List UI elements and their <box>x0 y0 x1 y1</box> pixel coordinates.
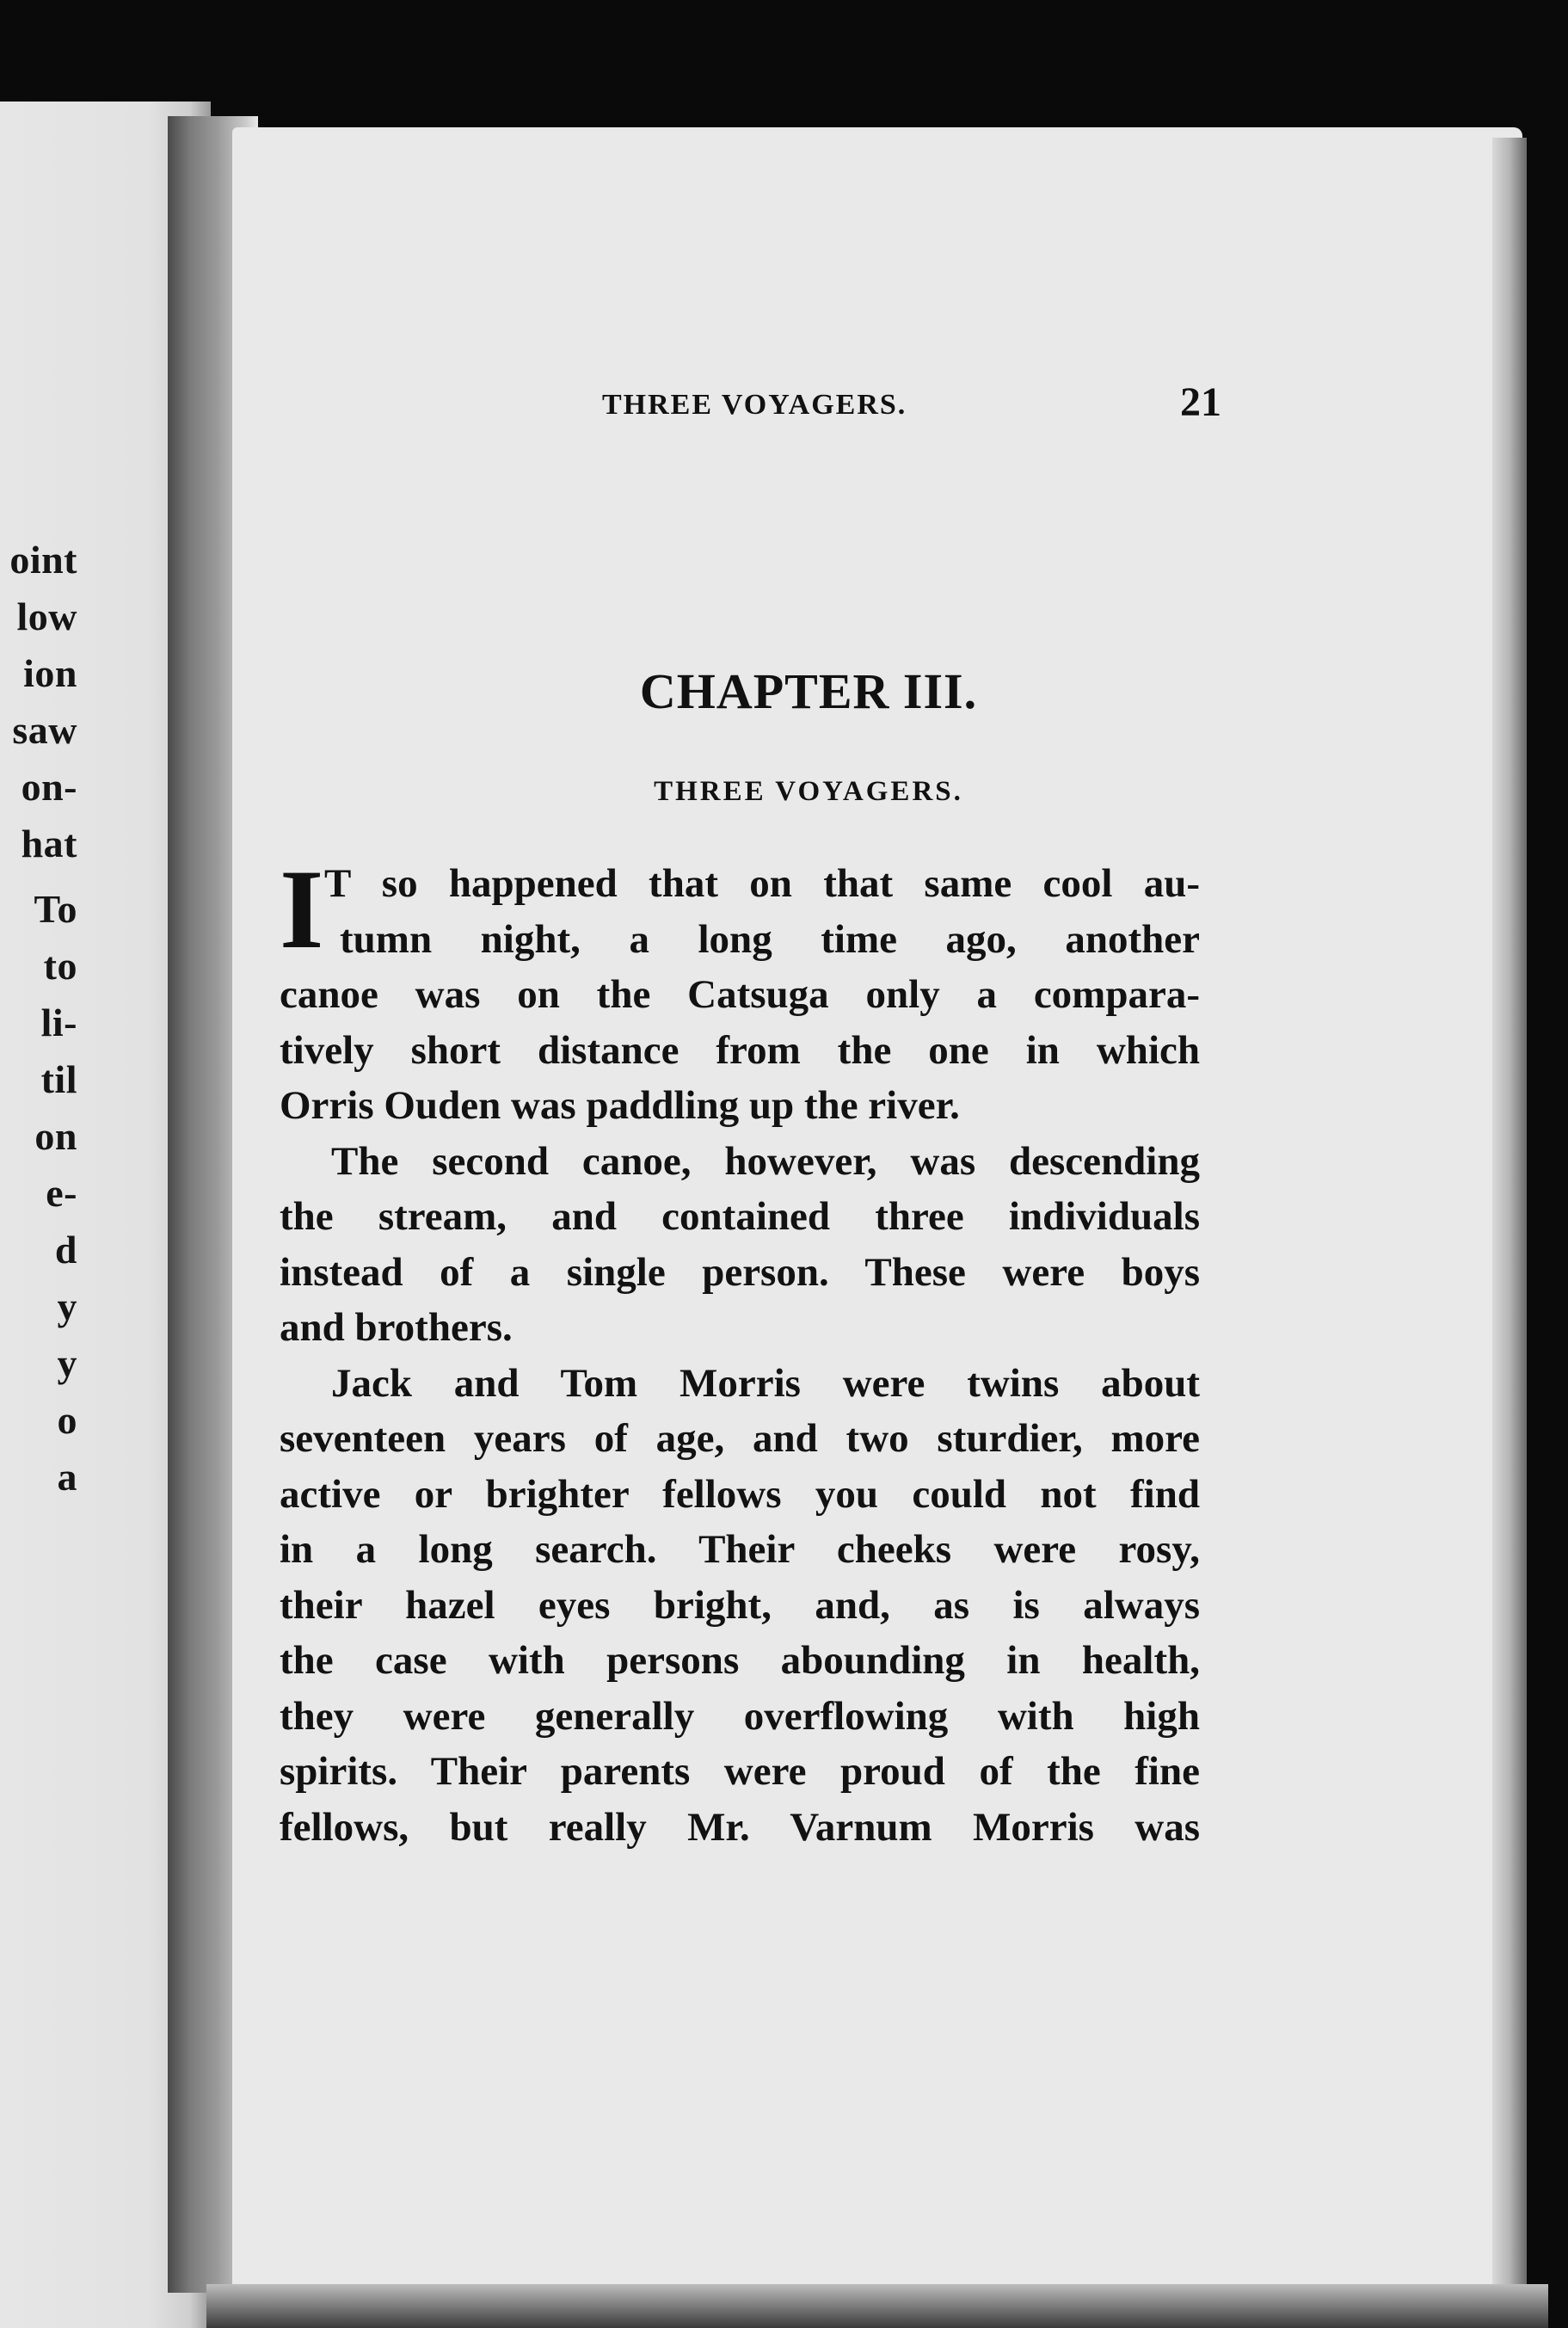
text-fragment: a <box>57 1455 77 1499</box>
text-line: tively short distance from the one in which <box>280 1027 1200 1073</box>
drop-cap: I <box>280 846 324 972</box>
text-fragment: hat <box>21 822 77 865</box>
text-line: Orris Ouden was paddling up the river. <box>280 1083 960 1128</box>
text-fragment: low <box>16 594 77 638</box>
text-line: instead of a single person. These were boys <box>280 1249 1200 1295</box>
text-line: spirits. Their parents were proud of the fine <box>280 1749 1200 1794</box>
previous-page-text <box>0 532 77 1506</box>
text-fragment: on- <box>21 765 77 809</box>
text-line: active or brighter fellows you could not find <box>280 1471 1200 1517</box>
paragraph <box>280 1356 1200 1856</box>
text-fragment: to <box>43 944 77 988</box>
running-head <box>602 379 1221 430</box>
text-line: The second canoe, however, was descending <box>331 1138 1200 1184</box>
text-line: the case with persons abounding in health, <box>280 1638 1200 1683</box>
text-fragment: oint <box>9 538 77 582</box>
page-edge-shadow <box>1492 138 1527 2288</box>
text-fragment: saw <box>12 708 77 752</box>
text-fragment: e- <box>46 1171 77 1215</box>
text-line: the stream, and contained three individuals <box>280 1194 1200 1239</box>
text-line: canoe was on the Catsuga only a compara- <box>280 972 1200 1017</box>
paragraph <box>280 846 1200 1134</box>
running-title: THREE VOYAGERS. <box>602 389 907 421</box>
text-line: they were generally overflowing with high <box>280 1693 1200 1739</box>
text-fragment: y <box>57 1341 77 1385</box>
text-fragment: d <box>54 1228 77 1272</box>
text-fragment: til <box>40 1057 77 1101</box>
chapter-title: CHAPTER III. <box>639 663 978 719</box>
text-line: fellows, but really Mr. Varnum Morris was <box>280 1804 1200 1850</box>
text-fragment: y <box>57 1284 77 1328</box>
text-line: seventeen years of age, and two sturdier, more <box>280 1416 1200 1461</box>
text-fragment: o <box>57 1398 77 1442</box>
text-fragment: on <box>34 1114 77 1158</box>
text-line: Jack and Tom Morris were twins about <box>331 1360 1200 1406</box>
paragraph <box>280 1134 1200 1356</box>
text-line: in a long search. Their cheeks were rosy, <box>280 1527 1200 1572</box>
text-fragment: To <box>34 887 77 931</box>
text-fragment: ion <box>23 651 77 695</box>
text-line: and brothers. <box>280 1305 513 1350</box>
text-fragment: li- <box>40 1001 77 1044</box>
chapter-subtitle: THREE VOYAGERS. <box>654 776 963 807</box>
text-line: tumn night, a long time ago, another <box>340 916 1200 962</box>
body-text <box>280 846 1200 1855</box>
page-number: 21 <box>1180 379 1221 425</box>
page-bottom-shadow <box>206 2284 1548 2328</box>
text-line: T so happened that on that same cool au- <box>324 861 1200 906</box>
text-line: their hazel eyes bright, and, as is always <box>280 1582 1200 1628</box>
